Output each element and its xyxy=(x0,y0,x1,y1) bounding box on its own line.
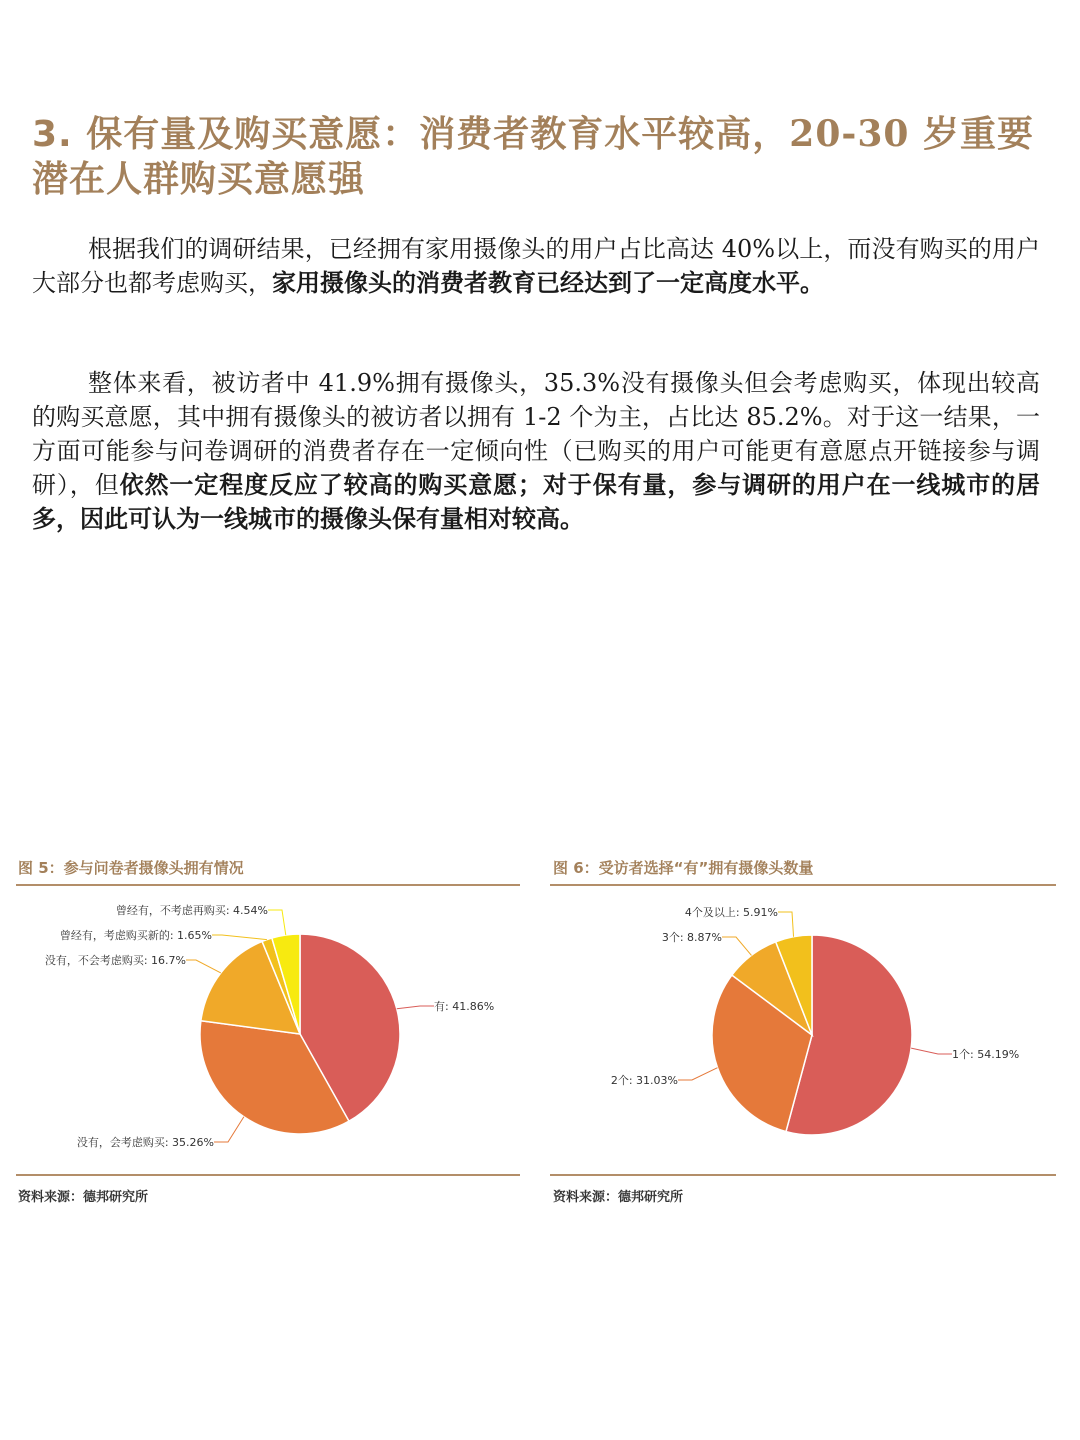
slice-label: 曾经有，考虑购买新的: 1.65% xyxy=(59,929,212,942)
leader-line xyxy=(268,910,286,935)
paragraph-survey-result xyxy=(32,232,1040,300)
paragraph2-normal: 整体来看，被访者中 41.9%拥有摄像头，35.3%没有摄像头但会考虑购买，体现出较高的购买意愿，其中拥有摄像头的被访者以拥有 1-2 个为主，占比达 85.2%。对于这一结果，一方面可能参与问卷调研的消费者存在一定倾向性（已购买的用户可能更有意愿点开链接参与调研），但 xyxy=(32,369,1040,499)
section-heading xyxy=(32,112,1042,201)
paragraph1-bold: 家用摄像头的消费者教育已经达到了一定高度水平。 xyxy=(272,268,824,297)
leader-line xyxy=(214,1117,244,1142)
figure6-title: 图 6：受访者选择“有”拥有摄像头数量 xyxy=(553,859,814,877)
slice-label: 2个: 31.03% xyxy=(610,1074,678,1087)
figure6-source: 资料来源：德邦研究所 xyxy=(553,1190,684,1205)
paragraph1-normal: 根据我们的调研结果，已经拥有家用摄像头的用户占比高达 40%以上，而没有购买的用户大部分也都考虑购买， xyxy=(32,235,1040,297)
figure5-bottom-rule xyxy=(16,1174,520,1176)
figure5-pie-chart xyxy=(0,890,540,1170)
leader-line xyxy=(722,937,751,955)
section-number: 3. xyxy=(32,114,73,155)
figure6-top-rule xyxy=(550,884,1056,886)
figure6-pie-chart xyxy=(540,890,1080,1170)
leader-line xyxy=(778,912,794,937)
slice-label: 没有，会考虑购买: 35.26% xyxy=(76,1136,214,1149)
figure5-source: 资料来源：德邦研究所 xyxy=(18,1190,149,1205)
slice-label: 没有，不会考虑购买: 16.7% xyxy=(44,954,186,967)
leader-line xyxy=(212,935,267,940)
slice-label: 4个及以上: 5.91% xyxy=(684,906,778,919)
section-title: 保有量及购买意愿：消费者教育水平较高，20-30 岁重要潜在人群购买意愿强 xyxy=(32,113,1034,200)
paragraph-overall xyxy=(32,366,1040,536)
slice-label: 曾经有，不考虑再购买: 4.54% xyxy=(115,904,268,917)
figure5-title: 图 5：参与问卷者摄像头拥有情况 xyxy=(18,859,244,877)
leader-line xyxy=(186,960,221,973)
leader-line xyxy=(678,1068,717,1080)
leader-line xyxy=(397,1006,434,1009)
slice-label: 有: 41.86% xyxy=(434,1000,495,1013)
leader-line xyxy=(911,1048,952,1054)
slice-label: 3个: 8.87% xyxy=(661,931,722,944)
figure6-bottom-rule xyxy=(550,1174,1056,1176)
slice-label: 1个: 54.19% xyxy=(952,1048,1020,1061)
figure5-top-rule xyxy=(16,884,520,886)
paragraph2-bold: 依然一定程度反应了较高的购买意愿；对于保有量，参与调研的用户在一线城市的居多，因此可认为一线城市的摄像头保有量相对较高。 xyxy=(32,470,1041,533)
